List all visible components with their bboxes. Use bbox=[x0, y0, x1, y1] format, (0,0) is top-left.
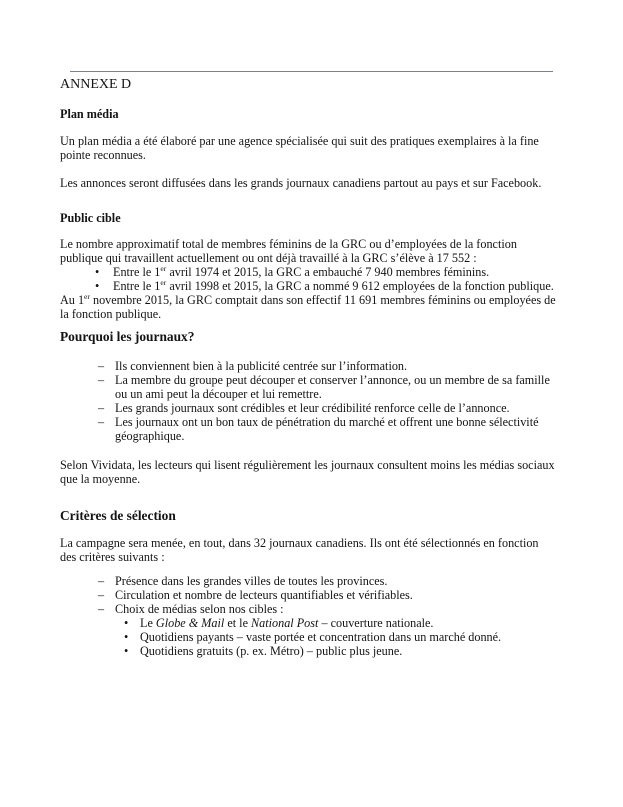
heading-public-cible: Public cible bbox=[60, 211, 121, 225]
heading-plan-media: Plan média bbox=[60, 107, 119, 121]
pourquoi-dash-list bbox=[60, 359, 557, 443]
paragraph-vividata-note: Selon Vividata, les lecteurs qui lisent régulièrement les journaux consultent moins les médias sociaux que la moyenne. bbox=[60, 458, 555, 486]
paragraph-public-cible-intro: Le nombre approximatif total de membres féminins de la GRC ou d’employées de la fonction publique qui travaillent actuellement ou ont déjà travaillé à la GRC s’élève à 17 552 : bbox=[60, 237, 517, 265]
media-choices-sub-list bbox=[115, 616, 557, 658]
paragraph-plan-media-1: Un plan média a été élaboré par une agence spécialisée qui suit des pratiques exemplaires à la fine pointe reconnues. bbox=[60, 134, 539, 162]
header-divider bbox=[70, 71, 553, 72]
public-cible-bullet-list bbox=[60, 265, 557, 293]
list-item: – Circulation et nombre de lecteurs quantifiables et vérifiables. bbox=[60, 588, 557, 602]
list-item: – La membre du groupe peut découper et conserver l’annonce, ou un membre de sa famille ou un ami peut la découper et lui remettre. bbox=[60, 373, 557, 401]
paragraph-public-cible-outro: Au 1er novembre 2015, la GRC comptait dans son effectif 11 691 membres féminins ou employées de la fonction publique. bbox=[60, 291, 556, 321]
paragraph-plan-media-2: Les annonces seront diffusées dans les grands journaux canadiens partout au pays et sur Facebook. bbox=[60, 176, 542, 190]
heading-pourquoi-les-journaux: Pourquoi les journaux? bbox=[60, 329, 195, 344]
list-item: • Quotidiens gratuits (p. ex. Métro) – public plus jeune. bbox=[115, 644, 557, 658]
list-item: • Le Globe & Mail et le National Post – couverture nationale. bbox=[115, 616, 557, 630]
list-item: • Entre le 1er avril 1998 et 2015, la GRC a nommé 9 612 employées de la fonction publique. bbox=[60, 279, 557, 293]
list-item: – Les journaux ont un bon taux de pénétration du marché et offrent une bonne sélectivité géographique. bbox=[60, 415, 557, 443]
list-item bbox=[60, 602, 557, 658]
list-item: – Ils conviennent bien à la publicité centrée sur l’information. bbox=[60, 359, 557, 373]
criteres-dash-list bbox=[60, 574, 557, 658]
list-item: – Les grands journaux sont crédibles et leur crédibilité renforce celle de l’annonce. bbox=[60, 401, 557, 415]
annex-title: ANNEXE D bbox=[60, 77, 132, 92]
list-item: • Entre le 1er avril 1974 et 2015, la GRC a embauché 7 940 membres féminins. bbox=[60, 265, 557, 279]
list-item: • Quotidiens payants – vaste portée et concentration dans un marché donné. bbox=[115, 630, 557, 644]
paragraph-criteres-intro: La campagne sera menée, en tout, dans 32 journaux canadiens. Ils ont été sélectionnés en fonction des critères suivants : bbox=[60, 536, 539, 564]
list-item-label: Choix de médias selon nos cibles : bbox=[115, 602, 284, 616]
list-item: – Présence dans les grandes villes de toutes les provinces. bbox=[60, 574, 557, 588]
heading-criteres-de-selection: Critères de sélection bbox=[60, 508, 176, 523]
